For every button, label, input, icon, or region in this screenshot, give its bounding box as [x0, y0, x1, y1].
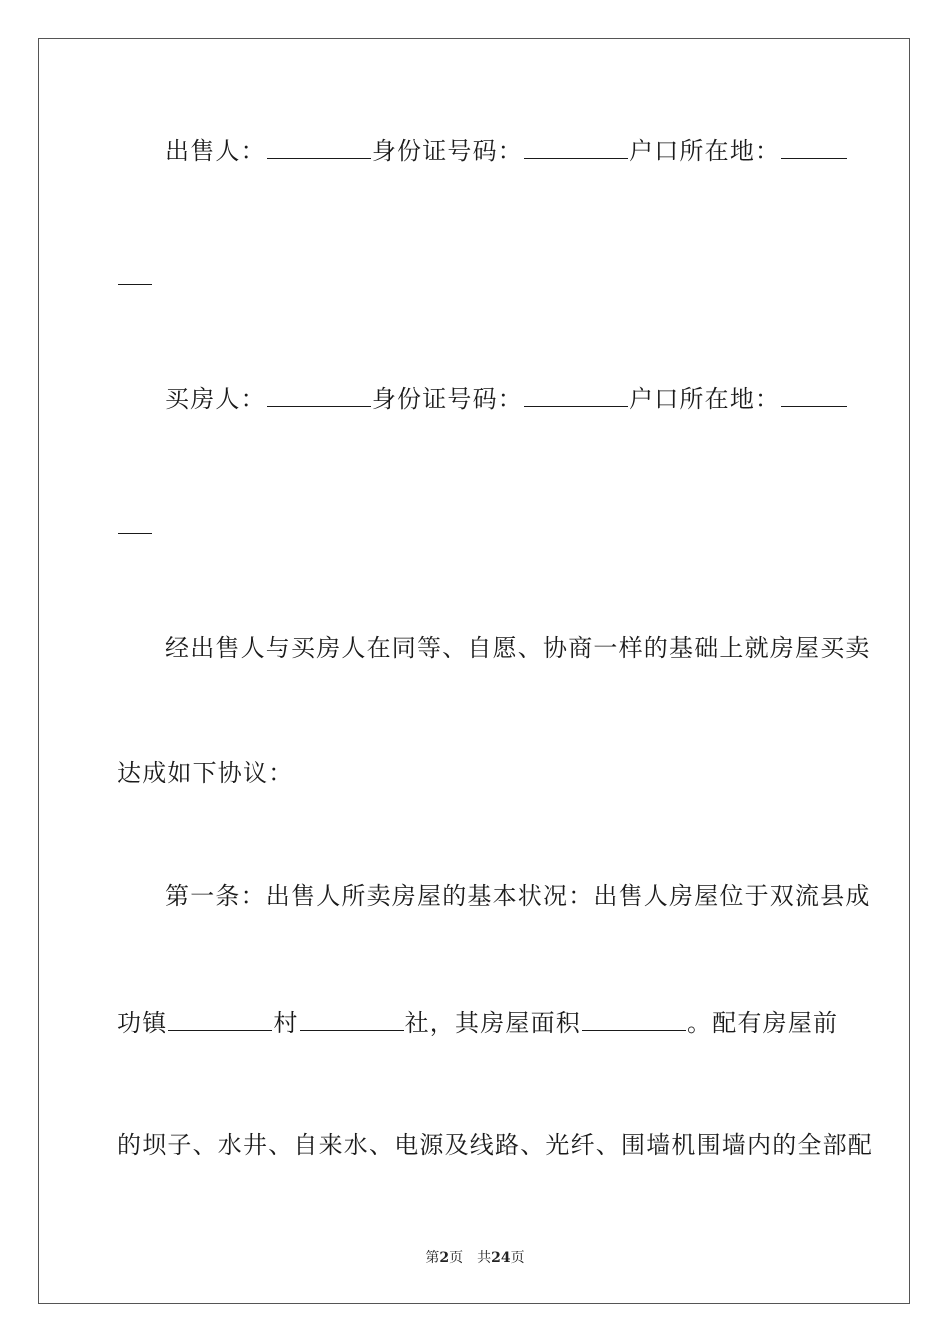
page-footer [0, 1247, 950, 1267]
buyer-residence-continuation [117, 511, 833, 541]
buyer-name-blank[interactable] [267, 384, 371, 407]
page-frame [38, 38, 910, 1304]
seller-residence-blank-cont[interactable] [118, 262, 152, 285]
article1-line1: 第一条：出售人所卖房屋的基本状况：出售人房屋位于双流县成 [165, 882, 871, 910]
buyer-info-line [117, 384, 833, 414]
community-blank[interactable] [300, 1008, 404, 1031]
seller-residence-label: 户口所在地： [629, 137, 781, 165]
intro-paragraph-line1: 经出售人与买房人在同等、自愿、协商一样的基础上就房屋买卖 [165, 634, 871, 662]
buyer-id-label: 身份证号码： [371, 385, 524, 413]
footer-total-pages: 24 [491, 1250, 511, 1266]
seller-info-line [117, 136, 833, 166]
footer-suffix: 页 [510, 1250, 525, 1266]
buyer-label: 买房人： [165, 385, 266, 413]
seller-label: 出售人： [165, 137, 266, 165]
article1-line2-tail: 。配有房屋前 [687, 1009, 839, 1037]
area-blank[interactable] [582, 1008, 686, 1031]
seller-id-label: 身份证号码： [371, 137, 524, 165]
buyer-residence-label: 户口所在地： [629, 385, 781, 413]
seller-name-blank[interactable] [267, 136, 371, 159]
footer-page-number: 2 [439, 1250, 450, 1266]
area-label: 社，其房屋面积 [404, 1009, 582, 1037]
seller-residence-blank[interactable] [781, 136, 847, 159]
seller-id-blank[interactable] [524, 136, 628, 159]
seller-residence-continuation [117, 262, 833, 292]
footer-prefix: 第 [425, 1250, 440, 1266]
buyer-id-blank[interactable] [524, 384, 628, 407]
village-label: 村 [273, 1009, 299, 1037]
buyer-residence-blank-cont[interactable] [118, 511, 152, 534]
buyer-residence-blank[interactable] [781, 384, 847, 407]
article1-line2 [117, 1008, 839, 1038]
town-label: 功镇 [117, 1009, 168, 1037]
article1-line3: 的坝子、水井、自来水、电源及线路、光纤、围墙机围墙内的全部配 [117, 1131, 873, 1159]
footer-middle: 页 共 [449, 1250, 492, 1266]
intro-paragraph-line2: 达成如下协议： [117, 759, 294, 787]
village-blank[interactable] [168, 1008, 272, 1031]
